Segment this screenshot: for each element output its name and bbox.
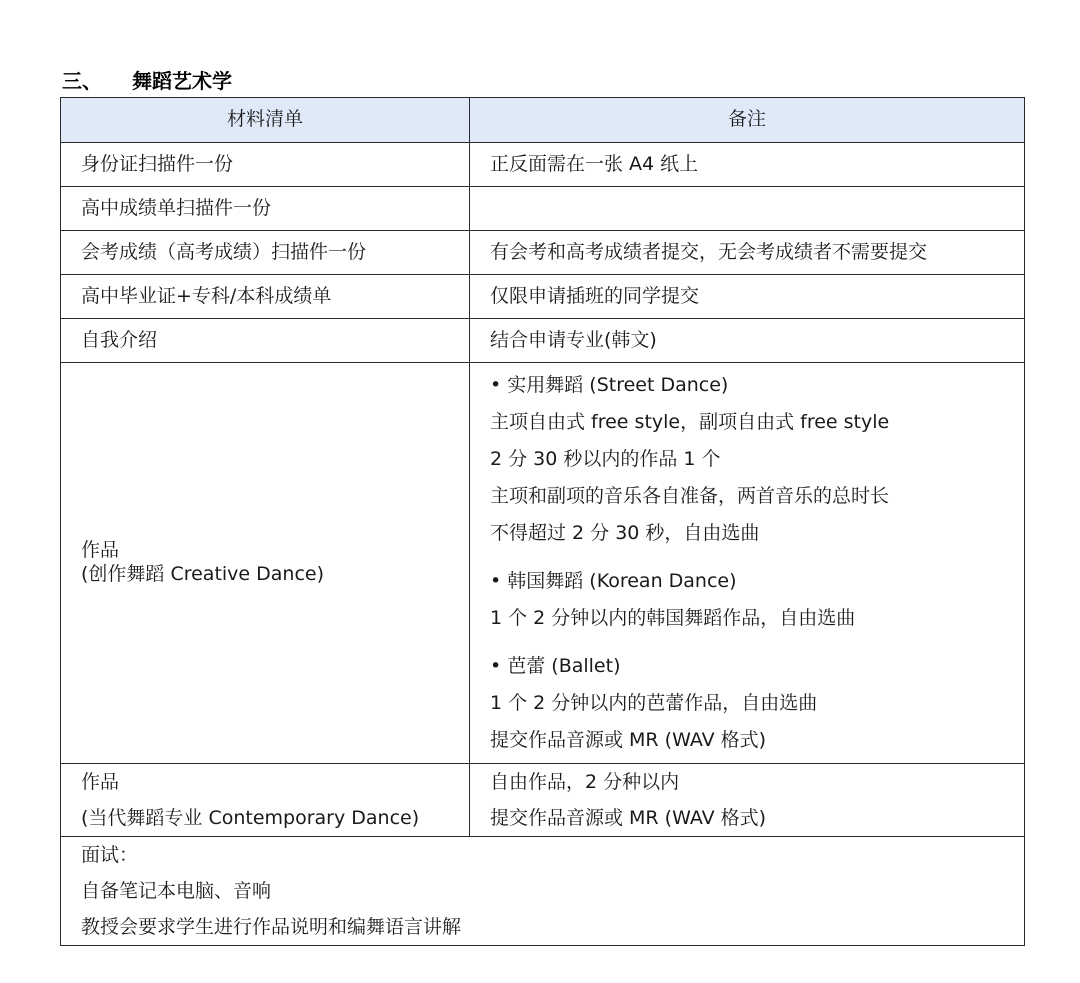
material-item: 高中成绩单扫描件一份 — [61, 187, 470, 231]
street-dance-line: 2 分 30 秒以内的作品 1 个 — [490, 448, 721, 470]
ballet-line: • 芭蕾 (Ballet) — [490, 655, 621, 677]
material-item-creative — [61, 363, 470, 764]
item-line: (当代舞蹈专业 Contemporary Dance) — [81, 807, 420, 829]
header-notes: 备注 — [470, 98, 1025, 143]
street-dance-line: 不得超过 2 分 30 秒，自由选曲 — [490, 522, 760, 544]
ballet-line: 1 个 2 分钟以内的芭蕾作品，自由选曲 — [490, 692, 818, 714]
material-item: 会考成绩（高考成绩）扫描件一份 — [61, 231, 470, 275]
korean-dance-line: • 韩国舞蹈 (Korean Dance) — [490, 570, 737, 592]
material-item: 自我介绍 — [61, 319, 470, 363]
table-row-contemporary-works — [61, 764, 1025, 837]
table-row — [61, 319, 1025, 363]
note-line: 提交作品音源或 MR (WAV 格式) — [490, 807, 767, 829]
street-dance-line: 主项和副项的音乐各自准备，两首音乐的总时长 — [490, 485, 890, 507]
section-heading — [62, 64, 232, 94]
section-title: 舞蹈艺术学 — [132, 68, 232, 93]
material-note: 正反面需在一张 A4 纸上 — [470, 143, 1025, 187]
table-row — [61, 231, 1025, 275]
material-note-creative — [470, 363, 1025, 764]
street-dance-line: 主项自由式 free style，副项自由式 free style — [490, 411, 890, 433]
ballet-line: 提交作品音源或 MR (WAV 格式) — [490, 729, 767, 751]
korean-dance-line: 1 个 2 分钟以内的韩国舞蹈作品，自由选曲 — [490, 607, 856, 629]
table-header-row — [61, 98, 1025, 143]
interview-line: 面试： — [81, 844, 139, 866]
item-line: (创作舞蹈 Creative Dance) — [81, 563, 325, 585]
material-item: 身份证扫描件一份 — [61, 143, 470, 187]
table-row — [61, 187, 1025, 231]
material-note: 仅限申请插班的同学提交 — [470, 275, 1025, 319]
material-note-contemporary — [470, 764, 1025, 837]
interview-line: 自备笔记本电脑、音响 — [81, 880, 272, 902]
table-row — [61, 143, 1025, 187]
material-note: 有会考和高考成绩者提交，无会考成绩者不需要提交 — [470, 231, 1025, 275]
table-row-creative-works — [61, 363, 1025, 764]
header-materials: 材料清单 — [61, 98, 470, 143]
material-item: 高中毕业证+专科/本科成绩单 — [61, 275, 470, 319]
street-dance-line: • 实用舞蹈 (Street Dance) — [490, 374, 729, 396]
material-item-contemporary — [61, 764, 470, 837]
interview-line: 教授会要求学生进行作品说明和编舞语言讲解 — [81, 916, 462, 938]
table-row-interview — [61, 837, 1025, 946]
material-note: 结合申请专业(韩文) — [470, 319, 1025, 363]
table-row — [61, 275, 1025, 319]
interview-cell — [61, 837, 1025, 946]
material-note — [470, 187, 1025, 231]
section-number: 三、 — [62, 68, 102, 93]
item-line: 作品 — [81, 539, 120, 562]
note-line: 自由作品，2 分种以内 — [490, 771, 680, 793]
materials-table — [60, 97, 1025, 946]
item-line: 作品 — [81, 771, 120, 793]
